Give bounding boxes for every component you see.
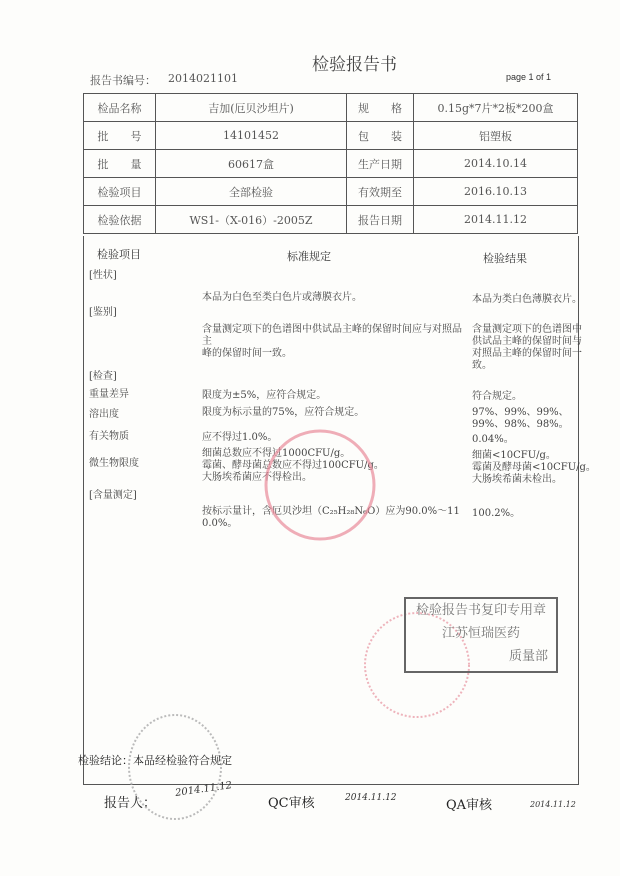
info-value: WS1-（X-016）-2005Z: [156, 206, 347, 234]
info-value: 2016.10.13: [414, 178, 578, 206]
info-row: [84, 150, 578, 178]
info-row: [84, 122, 578, 150]
info-value: 铝塑板: [414, 122, 578, 150]
col-standard-header: 标准规定: [287, 250, 331, 263]
related-standard: 应不得过1.0%。: [202, 432, 278, 443]
dissolution-item: 溶出度: [89, 409, 119, 420]
weight-standard: 限度为±5%，应符合规定。: [202, 390, 327, 401]
reporter-label: 报告人：: [104, 796, 157, 811]
ident-result-3: 对照品主峰的保留时间一: [472, 348, 582, 359]
info-label: 批 量: [84, 150, 156, 178]
info-table: [83, 93, 578, 234]
info-value: 2014.10.14: [414, 150, 578, 178]
weight-result: 符合规定。: [472, 391, 522, 402]
info-row: [84, 94, 578, 122]
dissolution-standard: 限度为标示量的75%，应符合规定。: [202, 407, 365, 418]
micro-item: 微生物限度: [89, 458, 139, 469]
info-row: [84, 178, 578, 206]
dissolution-result-1: 97%、99%、99%、: [472, 407, 569, 418]
info-label: 检验依据: [84, 206, 156, 234]
reporter-signature-date: 2014.11.12: [174, 780, 233, 799]
ident-standard: [202, 324, 464, 360]
report-no-label: 报告书编号：: [90, 74, 156, 87]
info-label: 有效期至: [347, 178, 414, 206]
qc-signature-date: 2014.11.12: [345, 793, 397, 803]
info-value: 14101452: [156, 122, 347, 150]
section-identification: [鉴别]: [89, 307, 117, 318]
micro-result-2: 霉菌及酵母菌<10CFU/g。: [472, 462, 596, 473]
assay-standard: 按标示量计，含厄贝沙坦（C₂₅H₂₈N₆O）应为90.0%～110.0%。: [202, 506, 460, 529]
info-label: 批 号: [84, 122, 156, 150]
info-label: 检品名称: [84, 94, 156, 122]
copy-stamp: [404, 597, 558, 673]
stamp-line-2: 江苏恒瑞医药: [441, 626, 520, 641]
qc-label: QC审核: [268, 796, 315, 811]
micro-standard-3: 大肠埃希菌应不得检出。: [202, 472, 312, 483]
related-result: 0.04%。: [472, 434, 514, 445]
character-standard: 本品为白色至类白色片或薄膜衣片。: [202, 292, 362, 303]
page-info: page 1 of 1: [506, 72, 552, 82]
ident-result-4: 致。: [472, 360, 492, 371]
info-value: 2014.11.12: [414, 206, 578, 234]
related-item: 有关物质: [89, 431, 129, 442]
section-inspection: [检查]: [89, 371, 117, 382]
info-row: [84, 206, 578, 234]
dissolution-result-2: 99%、98%、98%。: [472, 419, 569, 430]
report-no: 2014021101: [168, 72, 238, 85]
micro-standard-2: 霉菌、酵母菌总数应不得过100CFU/g。: [202, 460, 384, 471]
stamp-line-3: 质量部: [508, 649, 548, 664]
info-value: 60617盒: [156, 150, 347, 178]
info-label: 包 装: [347, 122, 414, 150]
info-label: 检验项目: [84, 178, 156, 206]
conclusion: 检验结论：本品经检验符合规定: [78, 755, 232, 767]
weight-item: 重量差异: [89, 389, 129, 400]
ident-standard-2: 峰的保留时间一致。: [202, 348, 292, 359]
ident-result-2: 供试品主峰的保留时间与: [472, 336, 582, 347]
info-label: 生产日期: [347, 150, 414, 178]
qa-signature-date: 2014.11.12: [530, 800, 576, 809]
col-item-header: 检验项目: [97, 248, 141, 261]
info-label: 规 格: [347, 94, 414, 122]
character-result: 本品为类白色薄膜衣片。: [472, 294, 582, 305]
red-seal-stamp: [260, 425, 380, 545]
section-character: [性状]: [89, 270, 117, 281]
col-result-header: 检验结果: [483, 252, 527, 265]
micro-standard-1: 细菌总数应不得过1000CFU/g。: [202, 448, 351, 459]
ident-standard-1: 含量测定项下的色谱图中供试品主峰的保留时间应与对照品主: [202, 324, 462, 347]
ident-result-1: 含量测定项下的色谱图中: [472, 324, 582, 335]
info-label: 报告日期: [347, 206, 414, 234]
section-assay: [含量测定]: [89, 490, 137, 501]
info-value: 吉加(厄贝沙坦片): [156, 94, 347, 122]
qa-label: QA审核: [446, 798, 493, 813]
micro-result-3: 大肠埃希菌未检出。: [472, 474, 562, 485]
stamp-line-1: 检验报告书复印专用章: [415, 603, 546, 618]
assay-result: 100.2%。: [472, 508, 521, 519]
info-value: 0.15g*7片*2板*200盒: [414, 94, 578, 122]
info-value: 全部检验: [156, 178, 347, 206]
micro-result-1: 细菌<10CFU/g。: [472, 450, 556, 461]
document-title: 检验报告书: [312, 55, 397, 75]
